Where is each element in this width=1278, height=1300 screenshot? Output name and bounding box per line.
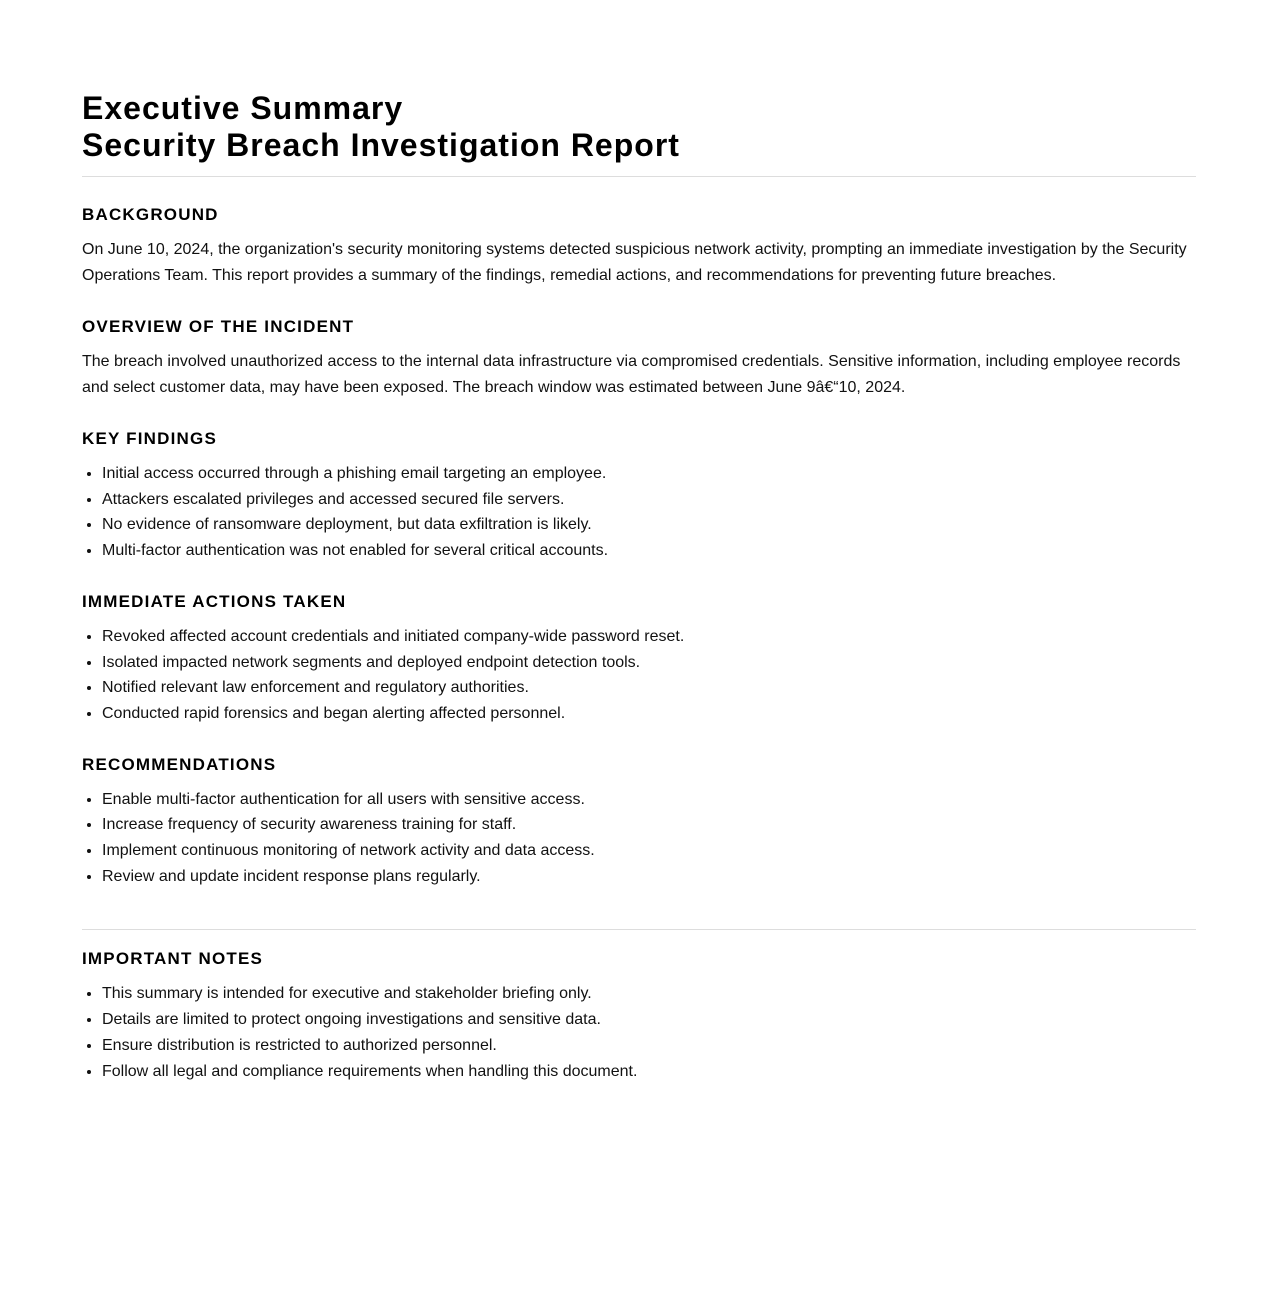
overview-text: The breach involved unauthorized access to the internal data infrastructure via compromised credentials. Sensitive information, including employee records and select customer data, may have been exposed. The breach window was estimated between June 9â€“10, 2024. — [82, 353, 1181, 396]
title-line-1: Executive Summary — [82, 90, 404, 126]
title-divider — [82, 176, 1196, 177]
list-item: • Attackers escalated privileges and accessed secured file servers. — [102, 487, 1196, 513]
key-findings-heading: KEY FINDINGS — [82, 429, 217, 448]
background-text: On June 10, 2024, the organization's security monitoring systems detected suspicious network activity, prompting an immediate investigation by the Security Operations Team. This report provides a summary of the findings, remedial actions, and recommendations for preventing future breaches. — [82, 241, 1187, 284]
list-item: • Revoked affected account credentials and initiated company-wide password reset. — [102, 624, 1196, 650]
list-item: • Follow all legal and compliance requirements when handling this document. — [102, 1059, 1196, 1085]
background-section — [82, 205, 1196, 289]
recommendations-section — [82, 755, 1196, 890]
list-item: • Review and update incident response plans regularly. — [102, 864, 1196, 890]
list-item: • No evidence of ransomware deployment, but data exfiltration is likely. — [102, 512, 1196, 538]
list-item: • Isolated impacted network segments and deployed endpoint detection tools. — [102, 650, 1196, 676]
overview-heading: OVERVIEW OF THE INCIDENT — [82, 317, 355, 336]
document-title — [82, 90, 1196, 164]
immediate-actions-section — [82, 592, 1196, 727]
important-notes-section — [82, 949, 1196, 1084]
list-item: • Enable multi-factor authentication for all users with sensitive access. — [102, 787, 1196, 813]
list-item: • Details are limited to protect ongoing investigations and sensitive data. — [102, 1007, 1196, 1033]
key-findings-list — [82, 461, 1196, 564]
notes-divider — [82, 929, 1196, 930]
list-item: • Implement continuous monitoring of network activity and data access. — [102, 838, 1196, 864]
list-item: • Increase frequency of security awareness training for staff. — [102, 812, 1196, 838]
list-item: • Ensure distribution is restricted to authorized personnel. — [102, 1033, 1196, 1059]
title-line-2: Security Breach Investigation Report — [82, 127, 680, 163]
background-heading: BACKGROUND — [82, 205, 219, 224]
recommendations-list — [82, 787, 1196, 890]
overview-section — [82, 317, 1196, 401]
key-findings-section — [82, 429, 1196, 564]
document — [82, 90, 1196, 1084]
immediate-actions-heading: IMMEDIATE ACTIONS TAKEN — [82, 591, 347, 611]
list-item: • Multi-factor authentication was not enabled for several critical accounts. — [102, 538, 1196, 564]
list-item: • Initial access occurred through a phishing email targeting an employee. — [102, 461, 1196, 487]
important-notes-list — [82, 981, 1196, 1084]
list-item: • This summary is intended for executive and stakeholder briefing only. — [102, 981, 1196, 1007]
list-item: • Notified relevant law enforcement and regulatory authorities. — [102, 675, 1196, 701]
list-item: • Conducted rapid forensics and began alerting affected personnel. — [102, 701, 1196, 727]
recommendations-heading: RECOMMENDATIONS — [82, 754, 277, 774]
important-notes-heading: IMPORTANT NOTES — [82, 949, 264, 969]
immediate-actions-list — [82, 624, 1196, 727]
